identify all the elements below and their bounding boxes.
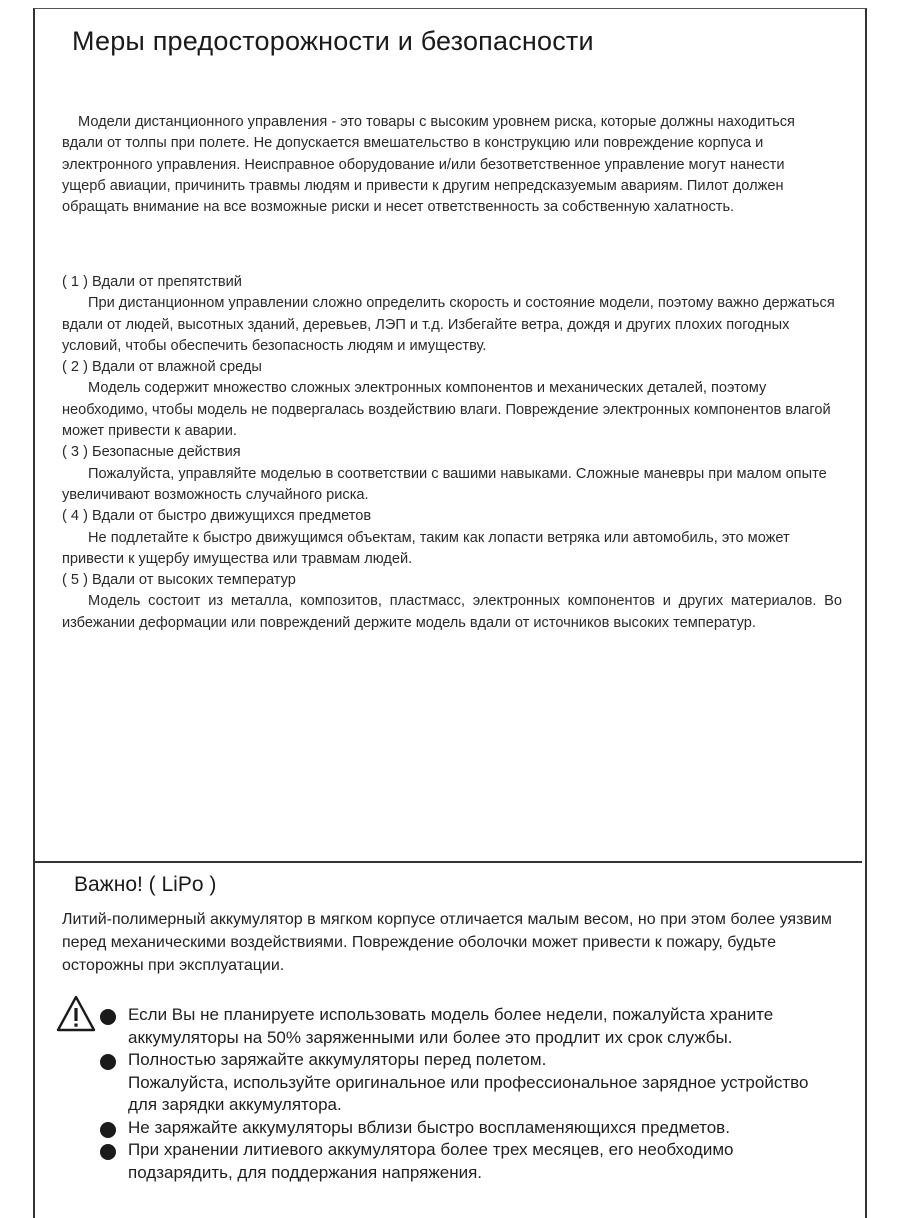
bullet-text: Если Вы не планируете использовать модель более недели, пожалуйста храните аккумуляторы на 50% заряженными или более это продлит их срок службы.: [128, 1005, 774, 1047]
section-high-temperature: [62, 570, 842, 634]
list-item: [100, 1139, 840, 1184]
lipo-warnings-list: [100, 1004, 840, 1184]
section-body: Пожалуйста, управляйте моделью в соответствии с вашими навыками. Сложные маневры при малом опыте увеличивают возможность случайного риска.: [62, 465, 827, 503]
intro-text: Модели дистанционного управления - это товары с высоким уровнем риска, которые должны находиться вдали от толпы при полете. Не допускается вмешательство в конструкцию или повреждение корпуса и электронного управления. Неисправное оборудование и/или безответственное управление могут нанести ущерб авиации, причинить травмы людям и привести к другим непредсказуемым авариям. Пилот должен обращать внимание на все возможные риски и несет ответственность за собственную халатность.: [62, 114, 795, 216]
section-body: Не подлетайте к быстро движущимся объектам, таким как лопасти ветряка или автомобиль, это может привести к ущербу имущества или травмам людей.: [62, 529, 790, 567]
bullet-text: Пожалуйста, используйте оригинальное или профессиональное зарядное устройство для зарядки аккумулятора.: [128, 1072, 809, 1114]
page-title: Меры предосторожности и безопасности: [72, 26, 594, 56]
warning-triangle-icon: [55, 994, 97, 1034]
section-safe-actions: [62, 442, 842, 506]
section-body: При дистанционном управлении сложно определить скорость и состояние модели, поэтому важно держаться вдали от людей, высотных зданий, деревьев, ЛЭП и т.д. Избегайте ветра, дождя и других плохих погодных условий, чтобы обеспечить безопасность людям и имуществу.: [62, 295, 835, 354]
lipo-description: Литий-полимерный аккумулятор в мягком корпусе отличается малым весом, но при этом более уязвим перед механическими воздействиями. Повреждение оболочки может привести к пожару, будьте осторожны при эксплуатации.: [62, 911, 832, 974]
section-heading: ( 1 ) Вдали от препятствий: [62, 274, 242, 290]
section-body: Модель содержит множество сложных электронных компонентов и механических деталей, поэтому необходимо, чтобы модель не подвергалась воздействию влаги. Повреждение электронных компонентов влагой может привести к аварии.: [62, 380, 831, 440]
section-body: Модель состоит из металла, композитов, пластмасс, электронных компонентов и других материалов. Во избежании деформации или повреждений держите модель вдали от источников высоких температур.: [62, 593, 842, 631]
safety-sections: [62, 272, 842, 634]
bullet-text: Полностью заряжайте аккумуляторы перед полетом.: [128, 1050, 547, 1069]
bullet-text: Не заряжайте аккумуляторы вблизи быстро воспламеняющихся предметов.: [128, 1117, 730, 1137]
bullet-text: При хранении литиевого аккумулятора более трех месяцев, его необходимо подзарядить, для поддержания напряжения.: [128, 1140, 734, 1182]
section-heading: ( 4 ) Вдали от быстро движущихся предметов: [62, 508, 372, 525]
section-obstacles: [62, 272, 842, 357]
intro-paragraph: [62, 112, 832, 218]
bullet-icon: [100, 1009, 116, 1025]
section-heading: ( 5 ) Вдали от высоких температур: [62, 572, 296, 589]
list-item: [100, 1049, 840, 1117]
section-heading: ( 3 ) Безопасные действия: [62, 444, 241, 461]
lipo-title: Важно! ( LiPo ): [74, 873, 217, 896]
section-heading: ( 2 ) Вдали от влажной среды: [62, 359, 262, 376]
bullet-icon: [100, 1054, 116, 1070]
bullet-icon: [100, 1122, 116, 1138]
list-item: [100, 1004, 840, 1049]
list-item: [100, 1117, 840, 1140]
section-moving-objects: [62, 506, 842, 570]
bullet-icon: [100, 1144, 116, 1160]
section-humidity: [62, 357, 842, 442]
section-divider: [33, 861, 862, 863]
